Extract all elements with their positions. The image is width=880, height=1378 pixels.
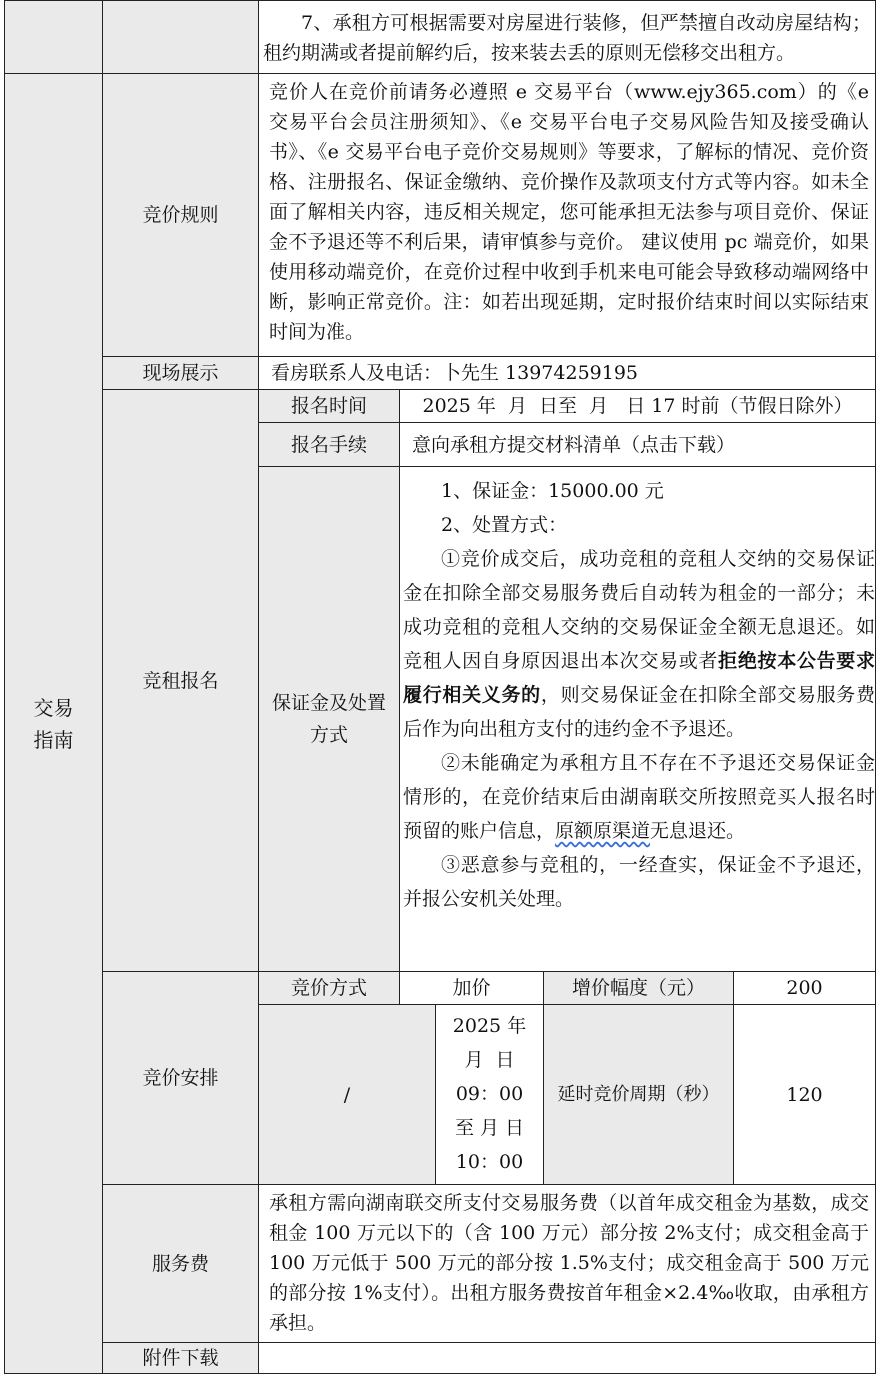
- bidding-rules-label-cell: [102, 73, 259, 357]
- bidding-arrangement-label-cell: [102, 971, 259, 1185]
- registration-label: 竞租报名: [142, 669, 219, 692]
- delay-value-cell: [733, 1004, 876, 1185]
- deposit-content: [403, 474, 875, 916]
- deposit-label-cell: [258, 466, 400, 972]
- deposit-clause-3: ③恶意参与竞租的，一经查实，保证金不予退还，并报公安机关处理。: [403, 854, 875, 910]
- reg-time-label: 报名时间: [290, 395, 367, 417]
- service-fee-cell: [258, 1184, 876, 1343]
- schedule-cell: [435, 1004, 544, 1185]
- site-display-text: 看房联系人及电话：卜先生 13974259195: [271, 362, 639, 384]
- increment-label: 增价幅度（元）: [571, 977, 705, 999]
- schedule-line: 月 日: [464, 1049, 515, 1071]
- slash-cell: [258, 1004, 436, 1185]
- schedule-lines: [436, 1009, 543, 1179]
- delay-value: 120: [786, 1083, 823, 1106]
- site-display-cell: [258, 356, 876, 390]
- delay-label-cell: [543, 1004, 734, 1185]
- deposit-clause-2-tail: 无息退还。: [650, 820, 746, 842]
- deposit-clause-2-text: ②未能确定为承租方且不存在不予退还交易保证金情形的，在竞价结束后由湖南联交所按照竞买人报名时预留的账户信息，: [403, 752, 875, 842]
- registration-label-cell: [102, 389, 259, 972]
- service-fee-text: 承租方需向湖南联交所支付交易服务费（以首年成交租金为基数，成交租金 100 万元以下的（含 100 万元）部分按 2%支付；成交租金高于 100 万元低于 500 万元的部分按 1.5%支付；成交租金高于 500 万元的部分按 1%支付）。出租方服务费按首年租金×2.4‰收取，由承租方承担。: [269, 1192, 869, 1334]
- attachments-label-cell: [102, 1342, 259, 1374]
- schedule-line: 09：00: [455, 1083, 524, 1105]
- reg-time-cell: [399, 389, 876, 423]
- top-clause-text: 7、承租方可根据需要对房屋进行装修，但严禁擅自改动房屋结构；租约期满或者提前解约后，按来装去丢的原则无偿移交出租方。: [263, 12, 871, 64]
- deposit-label: 保证金及处置方式: [271, 692, 386, 746]
- increment-value: 200: [786, 977, 823, 999]
- reg-procedure-cell: [399, 422, 876, 467]
- deposit-amount-line: 1、保证金：15000.00 元: [441, 480, 664, 502]
- site-display-label: 现场展示: [142, 362, 219, 384]
- bidding-rules-text: 竞价人在竞价前请务必遵照 e 交易平台（www.ejy365.com）的《e 交易平台会员注册须知》、《e 交易平台电子交易风险告知及接受确认书》、《e 交易平台电子竞价交易规则》等要求，了解标的情况、竞价资格、注册报名、保证金缴纳、竞价操作及款项支付方式等内容。如未全面了解相关内容，违反相关规定，您可能承担无法参与项目竞价、保证金不予退还等不利后果，请审慎参与竞价。 建议使用 pc 端竞价，如果使用移动端竞价，在竞价过程中收到手机来电可能会导致移动端网络中断，影响正常竞价。注：如若出现延期，定时报价结束时间以实际结束时间为准。: [269, 81, 869, 343]
- section-title-cell: [4, 73, 103, 1374]
- bidding-rules-label: 竞价规则: [142, 204, 219, 226]
- top-col1-cell: [4, 0, 103, 74]
- top-col2-cell: [102, 0, 259, 74]
- slash-value: /: [343, 1083, 351, 1106]
- deposit-clause-2: [403, 746, 875, 848]
- method-value: 加价: [452, 977, 491, 999]
- method-value-cell: [399, 971, 544, 1005]
- material-list-download-link[interactable]: 意向承租方提交材料清单（点击下载）: [412, 434, 736, 456]
- reg-time-value: 2025 年 月 日至 月 日 17 时前（节假日除外）: [422, 395, 853, 417]
- site-display-label-cell: [102, 356, 259, 390]
- attachments-label: 附件下载: [142, 1347, 219, 1369]
- increment-label-cell: [543, 971, 734, 1005]
- delay-label: 延时竞价周期（秒）: [557, 1083, 720, 1105]
- attachments-cell[interactable]: [258, 1342, 876, 1374]
- bidding-arrangement-label: 竞价安排: [142, 1067, 219, 1089]
- deposit-clause-1-bold: 拒绝按本公告要求履行相关义务的: [403, 650, 875, 706]
- service-fee-label: 服务费: [151, 1252, 209, 1275]
- reg-procedure-label-cell: [258, 422, 400, 467]
- top-clause-cell: [258, 0, 876, 74]
- schedule-line: 至 月 日: [454, 1117, 525, 1139]
- increment-value-cell: [733, 971, 876, 1005]
- deposit-clause-1-tail: ，则交易保证金在扣除全部交易服务费后作为向出租方支付的违约金不予退还。: [403, 684, 875, 740]
- schedule-line: 2025 年: [452, 1015, 527, 1037]
- service-fee-label-cell: [102, 1184, 259, 1343]
- schedule-line: 10：00: [455, 1151, 524, 1173]
- reg-time-label-cell: [258, 389, 400, 423]
- deposit-clause-1: [403, 542, 875, 746]
- deposit-handling-heading: 2、处置方式：: [441, 514, 568, 536]
- section-title: 交易指南: [33, 695, 74, 752]
- deposit-cell: [399, 466, 876, 972]
- reg-procedure-label: 报名手续: [290, 433, 367, 456]
- deposit-clause-1-text: ①竞价成交后，成功竞租的竞租人交纳的交易保证金在扣除全部交易服务费后自动转为租金的一部分；未成功竞租的竞租人交纳的交易保证金全额无息退还。如竞租人因自身原因退出本次交易或者: [403, 548, 875, 672]
- method-label-cell: [258, 971, 400, 1005]
- bidding-rules-cell: [258, 73, 876, 357]
- method-label: 竞价方式: [290, 977, 367, 999]
- deposit-clause-2-underlined: 原额原渠道: [555, 820, 651, 842]
